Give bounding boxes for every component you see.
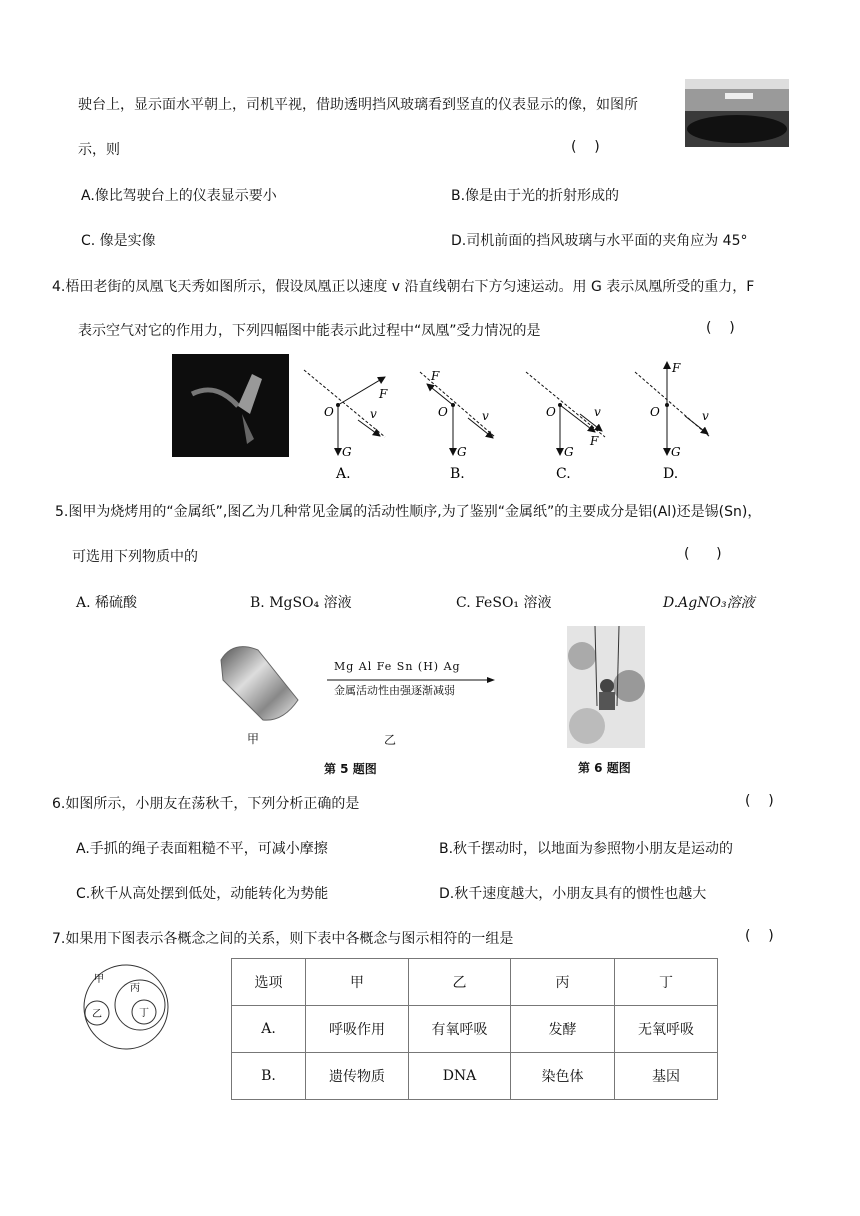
table-cell: 发酵: [511, 1006, 615, 1053]
diagram-c-label: C.: [556, 466, 571, 482]
table-header-cell: 丁: [615, 959, 718, 1006]
table-header-cell: 丙: [511, 959, 615, 1006]
q6-stem: 6.如图所示，小朋友在荡秋千，下列分析正确的是: [52, 796, 360, 812]
q5-stem-line1: 5.图甲为烧烤用的“金属纸”,图乙为几种常见金属的活动性顺序,为了鉴别“金属纸”的主要成分是铝(Al)还是锡(Sn)，: [55, 504, 762, 520]
fig5-label-jia: 甲: [247, 732, 260, 746]
venn-label-ding: 丁: [139, 1008, 149, 1019]
q7-answer-paren: ( ): [745, 928, 774, 944]
concept-table: [231, 958, 718, 1100]
q3-stem-line1: 驶台上，显示面水平朝上，司机平视，借助透明挡风玻璃看到竖直的仪表显示的像，如图所: [78, 97, 638, 113]
diagram-b-f-label: F: [431, 369, 440, 383]
q6-answer-paren: ( ): [745, 793, 774, 809]
q6-option-a: A.手抓的绳子表面粗糙不平，可减小摩擦: [76, 841, 328, 857]
swing-photo: [567, 626, 645, 748]
q6-option-b: B.秋千摆动时，以地面为参照物小朋友是运动的: [439, 841, 734, 857]
foil-image: [213, 640, 303, 725]
diagram-b-o-label: O: [438, 405, 448, 419]
diagram-b-v-label: v: [482, 409, 489, 423]
q7-stem: 7.如果用下图表示各概念之间的关系，则下表中各概念与图示相符的一组是: [52, 931, 514, 947]
diagram-d: [635, 361, 710, 482]
diagram-c-g-label: G: [564, 445, 574, 459]
swing-photo-art: [567, 626, 645, 748]
q3-stem-line2: 示，则: [78, 142, 120, 158]
venn-label-bing: 丙: [130, 983, 140, 994]
table-cell: 有氧呼吸: [409, 1006, 511, 1053]
diagram-a: [304, 370, 388, 482]
diagram-d-label: D.: [663, 466, 679, 482]
venn-diagram: [72, 964, 182, 1050]
diagram-a-f-label: F: [379, 387, 388, 401]
venn-label-jia: 甲: [94, 974, 104, 985]
diagram-b-label: B.: [450, 466, 465, 482]
diagram-c-o-label: O: [546, 405, 556, 419]
q3-option-a: A.像比驾驶台上的仪表显示要小: [81, 188, 277, 204]
table-cell: 基因: [615, 1053, 718, 1100]
q5-option-c: C. FeSO₁ 溶液: [456, 595, 552, 611]
venn-label-yi: 乙: [92, 1009, 102, 1020]
activity-series: Mg Al Fe Sn (H) Ag: [334, 660, 461, 673]
table-cell: 遗传物质: [306, 1053, 409, 1100]
diagram-b-g-label: G: [457, 445, 467, 459]
table-cell: A.: [232, 1006, 306, 1053]
diagram-c: [526, 372, 605, 482]
diagram-d-o-label: O: [650, 405, 660, 419]
table-cell: 呼吸作用: [306, 1006, 409, 1053]
dashboard-photo-art: [685, 79, 789, 147]
q5-answer-paren: ( ): [684, 546, 722, 562]
q6-option-c: C.秋千从高处摆到低处，动能转化为势能: [76, 886, 329, 902]
diagram-a-v-label: v: [370, 407, 377, 421]
fig5-caption: 第 5 题图: [324, 762, 377, 776]
q5-option-a: A. 稀硫酸: [76, 595, 138, 611]
phoenix-photo: [172, 354, 289, 457]
diagram-d-v-label: v: [702, 409, 709, 423]
diagram-a-label: A.: [336, 466, 351, 482]
force-diagrams: [290, 352, 730, 482]
table-row: [232, 1053, 718, 1100]
q3-option-b: B.像是由于光的折射形成的: [451, 188, 620, 204]
q4-stem-line1: 4.梧田老街的凤凰飞天秀如图所示，假设凤凰正以速度 v 沿直线朝右下方匀速运动。用 G 表示凤凰所受的重力，F: [52, 279, 755, 295]
table-header-cell: 选项: [232, 959, 306, 1006]
diagram-b: [420, 369, 495, 482]
table-row: [232, 1006, 718, 1053]
diagram-a-o-label: O: [324, 405, 334, 419]
q5-option-b: B. MgSO₄ 溶液: [250, 595, 352, 611]
table-header-row: [232, 959, 718, 1006]
q4-answer-paren: ( ): [706, 320, 735, 336]
dashboard-photo: [685, 79, 789, 147]
diagram-d-g-label: G: [671, 445, 681, 459]
table-header-cell: 甲: [306, 959, 409, 1006]
phoenix-photo-art: [172, 354, 289, 457]
fig5-label-yi: 乙: [384, 733, 397, 747]
diagram-d-f-label: F: [672, 361, 681, 375]
diagram-c-v-label: v: [594, 405, 601, 419]
q5-stem-line2: 可选用下列物质中的: [72, 549, 198, 565]
q3-answer-paren: ( ): [571, 139, 600, 155]
q3-option-d: D.司机前面的挡风玻璃与水平面的夹角应为 45°: [451, 233, 748, 249]
table-cell: 无氧呼吸: [615, 1006, 718, 1053]
q4-stem-line2: 表示空气对它的作用力，下列四幅图中能表示此过程中“凤凰”受力情况的是: [78, 323, 541, 339]
q6-option-d: D.秋千速度越大，小朋友具有的惯性也越大: [439, 886, 707, 902]
diagram-c-f-label: F: [590, 434, 599, 448]
table-cell: 染色体: [511, 1053, 615, 1100]
table-cell: DNA: [409, 1053, 511, 1100]
table-header-cell: 乙: [409, 959, 511, 1006]
q5-option-d: D.AgNO₃溶液: [663, 595, 755, 611]
fig6-caption: 第 6 题图: [578, 761, 631, 775]
q3-option-c: C. 像是实像: [81, 233, 156, 249]
diagram-a-g-label: G: [342, 445, 352, 459]
table-cell: B.: [232, 1053, 306, 1100]
activity-caption: 金属活动性由强逐渐减弱: [334, 684, 455, 697]
